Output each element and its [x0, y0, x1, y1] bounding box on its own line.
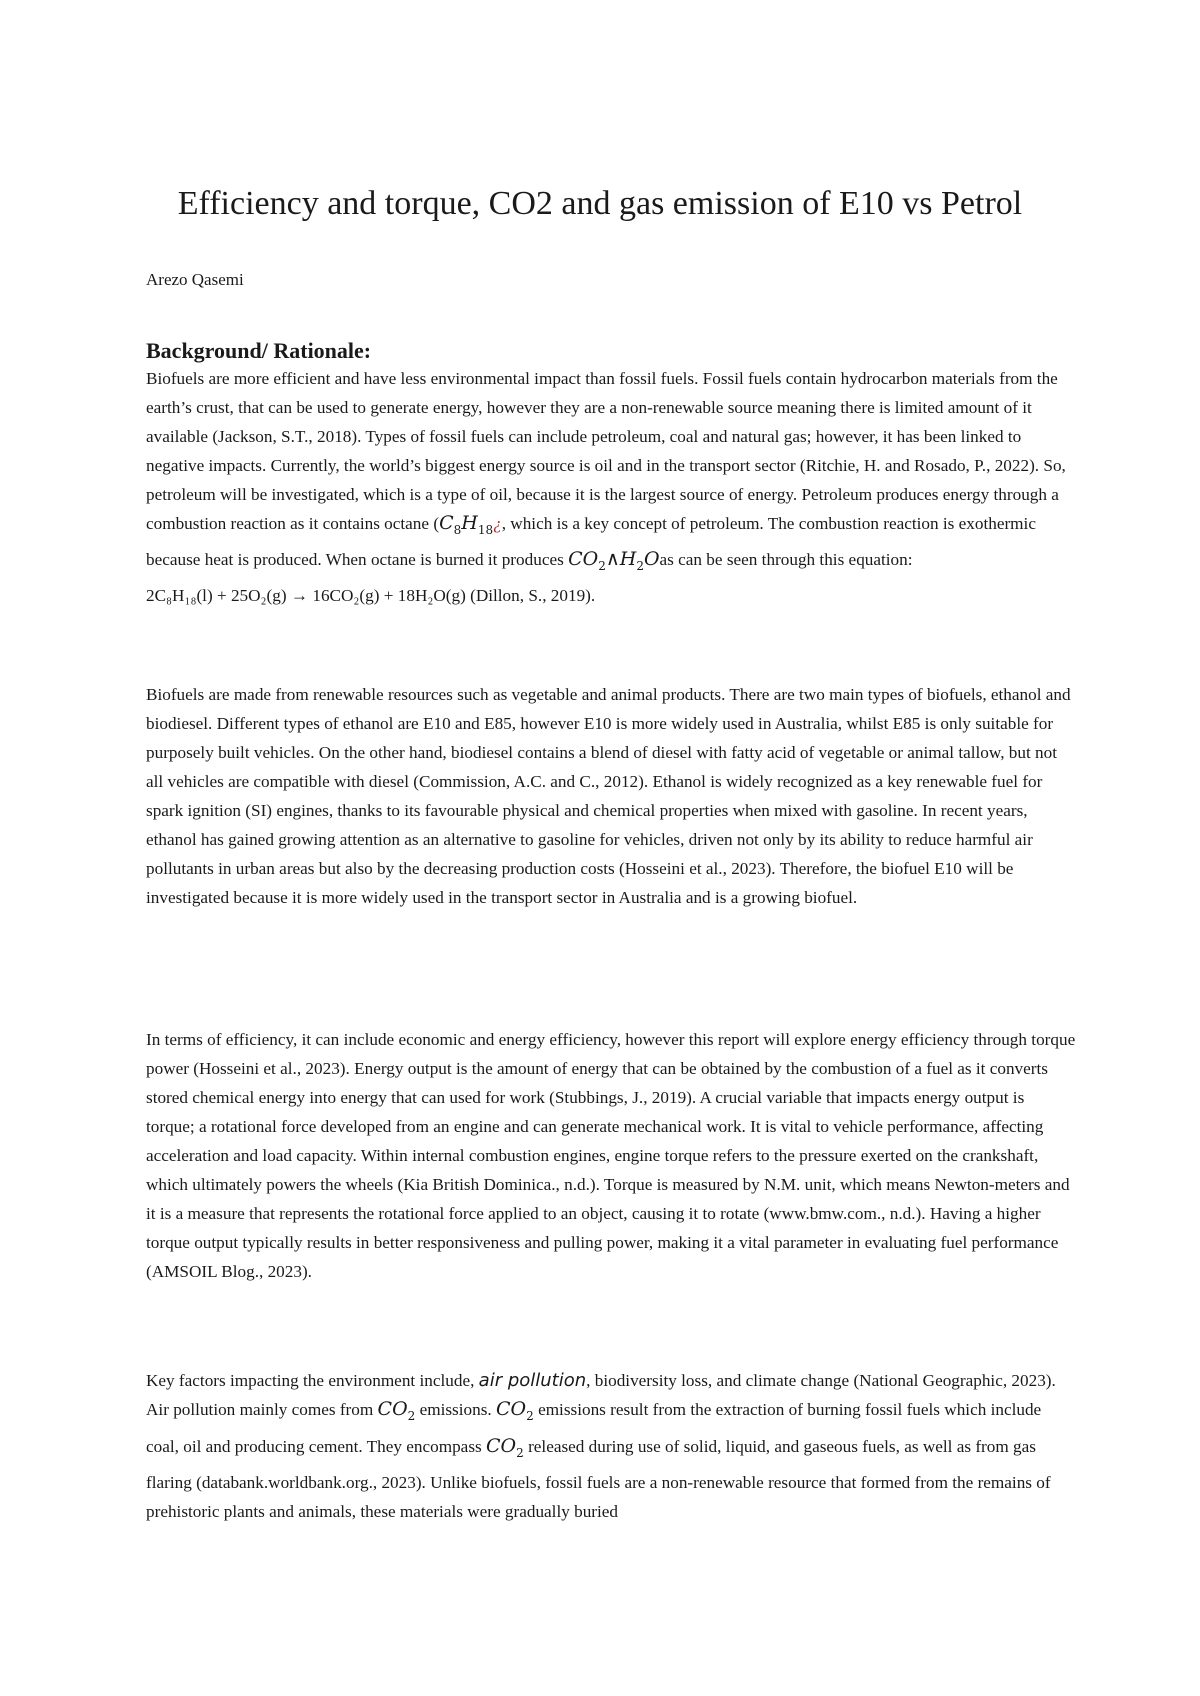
co2-formula: $CO_2$ [496, 1398, 534, 1424]
paragraph-text: , which is a key concept of petroleum. The combustion reaction is exothermic because heat is produced. When octane is burned it produces [146, 514, 1036, 569]
paragraph-biofuels: Biofuels are made from renewable resources such as vegetable and animal products. There are two main types of biofuels, ethanol and biodiesel. Different types of ethanol are E10 and E85, however E10 is more widely used in Australia, whilst E85 is only suitable for purposely built vehicles. On the other hand, biodiesel contains a blend of diesel with fatty acid of vegetable or animal tallow, but not all vehicles are compatible with diesel (Commission, A.C. and C., 2012). Ethanol is widely recognized as a key renewable fuel for spark ignition (SI) engines, thanks to its favourable physical and chemical properties when mixed with gasoline. In recent years, ethanol has gained growing attention as an alternative to gasoline for vehicles, driven not only by its ability to reduce harmful air pollutants in urban areas but also by the decreasing production costs (Hosseini et al., 2023). Therefore, the biofuel E10 will be investigated because it is more widely used in the transport sector in Australia and is a growing biofuel. [146, 685, 1071, 907]
paragraph-fossil-fuels [146, 364, 1076, 610]
paragraph-text: emissions result from the extraction of burning fossil fuels which include coal, oil and producing cement. They encompass [146, 1400, 1042, 1456]
document-title: Efficiency and torque, CO2 and gas emission of E10 vs Petrol [177, 185, 1023, 222]
co2-formula: $CO_2$ [377, 1398, 416, 1424]
octane-formula: $C_8H_{18}$ [439, 512, 494, 537]
paragraph-text: emissions. [415, 1400, 496, 1420]
co2-formula: $CO_2$ [486, 1434, 524, 1460]
products-formula: $CO_2\wedge H_2O$ [568, 547, 660, 573]
paragraph-text: released during use of solid, liquid, and gaseous fuels, as well as from gas flaring (databank.worldbank.org., 2023). Unlike biofuels, fossil fuels are a non-renewable resource that formed from the remains of prehistoric plants and animals, these materials were gradually buried [146, 1436, 1051, 1522]
broken-glyph: ¿ [493, 514, 502, 533]
paragraph-text: as can be seen through this equation: [659, 549, 913, 569]
section-heading: Background/ Rationale: [146, 338, 372, 363]
paragraph-environment [146, 1366, 1076, 1527]
author-name: Arezo Qasemi [146, 270, 244, 289]
paragraph-text: Key factors impacting the environment include, [146, 1371, 479, 1390]
paragraph-efficiency: In terms of efficiency, it can include economic and energy efficiency, however this report will explore energy efficiency through torque power (Hosseini et al., 2023). Energy output is the amount of energy that can be obtained by the combustion of a fuel as it converts stored chemical energy into energy that can used for work (Stubbings, J., 2019). A crucial variable that impacts energy output is torque; a rotational force developed from an engine and can generate mechanical work. It is vital to vehicle performance, affecting acceleration and load capacity. Within internal combustion engines, engine torque refers to the pressure exerted on the crankshaft, which ultimately powers the wheels (Kia British Dominica., n.d.). Torque is measured by N.M. unit, which means Newton-meters and it is a measure that represents the rotational force applied to an object, causing it to rotate (www.bmw.com., n.d.). Having a higher torque output typically results in better responsiveness and pulling power, making it a vital parameter in evaluating fuel performance (AMSOIL Blog., 2023). [146, 1030, 1076, 1281]
paragraph-text: , biodiversity loss, and climate change (National Geographic, 2023). Air pollution mainly comes from [146, 1371, 1056, 1420]
air-pollution-term: air pollution [478, 1370, 587, 1391]
combustion-equation: 2C₈H₁₈(l) + 25O₂(g) → 16CO₂(g) + 18H₂O(g) (Dillon, S., 2019). [146, 585, 596, 605]
paragraph-text: Biofuels are more efficient and have less environmental impact than fossil fuels. Fossil fuels contain hydrocarbon materials from the earth’s crust, that can be used to generate energy, however they are a non-renewable source meaning there is limited amount of it available (Jackson, S.T., 2018). Types of fossil fuels can include petroleum, coal and natural gas; however, it has been linked to negative impacts. Currently, the world’s biggest energy source is oil and in the transport sector (Ritchie, H. and Rosado, P., 2022). So, petroleum will be investigated, which is a type of oil, because it is the largest source of energy. Petroleum produces energy through a combustion reaction as it contains octane ( [146, 369, 1066, 533]
